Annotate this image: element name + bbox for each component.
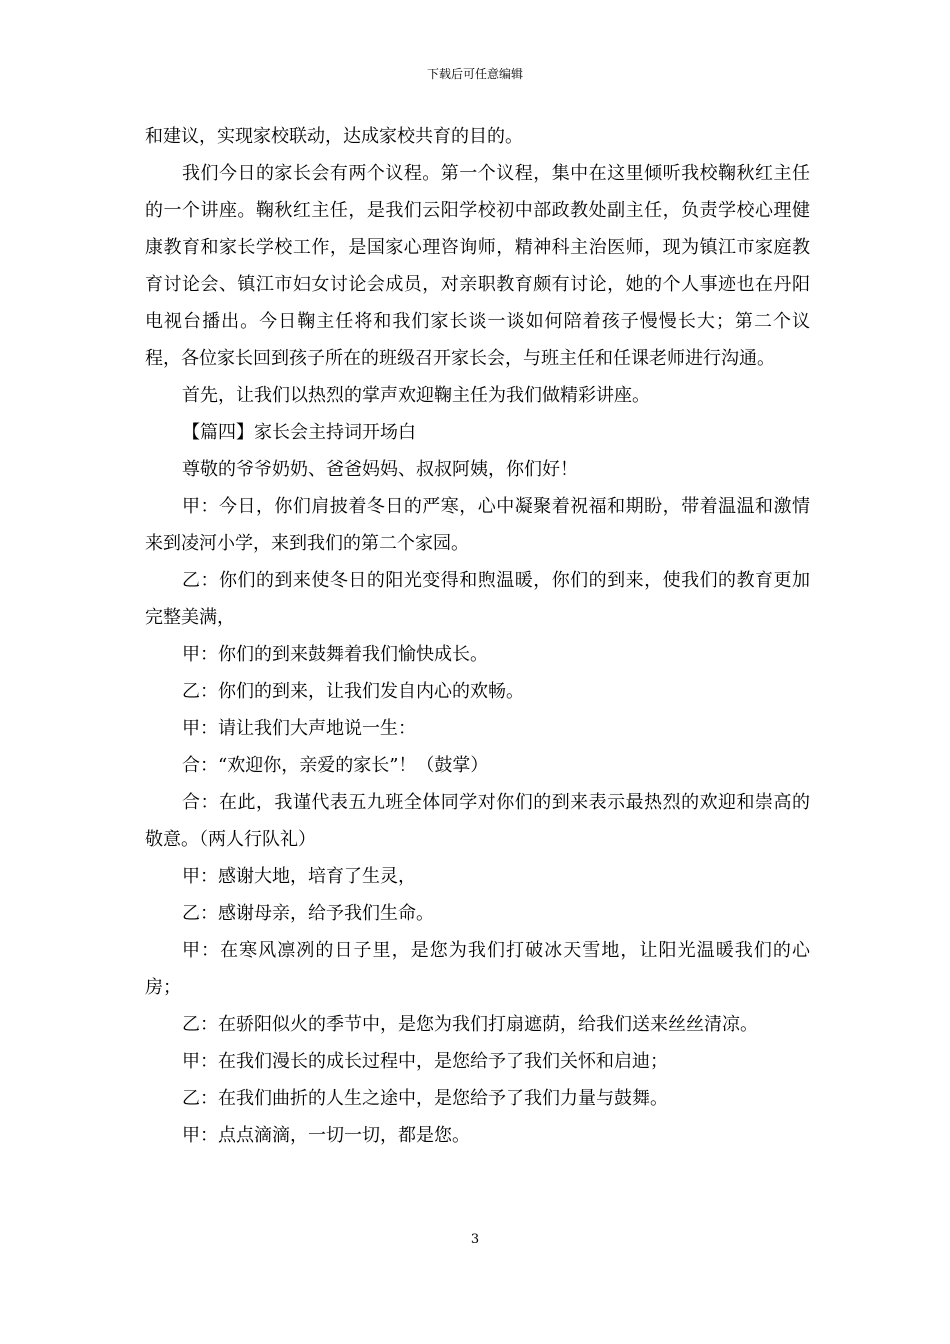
paragraph: 乙：感谢母亲，给予我们生命。 (182, 903, 434, 924)
paragraph: 甲：在寒风凛冽的日子里，是您为我们打破冰天雪地，让阳光温暖我们的心房； (145, 940, 810, 998)
document-body (145, 118, 810, 1154)
paragraph: 和建议，实现家校联动，达成家校共育的目的。 (145, 126, 523, 147)
paragraph: 乙：在骄阳似火的季节中，是您为我们打扇遮荫，给我们送来丝丝清凉。 (182, 1014, 758, 1035)
paragraph: 甲：在我们漫长的成长过程中，是您给予了我们关怀和启迪； (182, 1051, 668, 1072)
page-header: 下载后可任意编辑 (426, 67, 523, 81)
paragraph: 合：在此，我谨代表五九班全体同学对你们的到来表示最热烈的欢迎和崇高的敬意。（两人行队礼） (145, 792, 810, 850)
paragraph: 甲：今日，你们肩披着冬日的严寒，心中凝聚着祝福和期盼，带着温温和激情来到凌河小学，来到我们的第二个家园。 (145, 496, 810, 554)
section-heading: 【篇四】家长会主持词开场白 (182, 422, 416, 443)
paragraph: 乙：你们的到来使冬日的阳光变得和煦温暖，你们的到来，使我们的教育更加完整美满， (145, 570, 810, 628)
paragraph: 首先，让我们以热烈的掌声欢迎鞠主任为我们做精彩讲座。 (182, 385, 650, 406)
paragraph: 尊敬的爷爷奶奶、爸爸妈妈、叔叔阿姨，你们好！ (182, 459, 578, 480)
paragraph: 甲：点点滴滴，一切一切，都是您。 (182, 1125, 470, 1146)
paragraph: 甲：感谢大地，培育了生灵， (182, 866, 416, 887)
paragraph: 甲：你们的到来鼓舞着我们愉快成长。 (182, 644, 488, 665)
paragraph: 乙：你们的到来，让我们发自内心的欢畅。 (182, 681, 524, 702)
paragraph: 甲：请让我们大声地说一生： (182, 718, 416, 739)
paragraph: 合：“欢迎你，亲爱的家长”！（鼓掌） (182, 755, 489, 776)
paragraph: 乙：在我们曲折的人生之途中，是您给予了我们力量与鼓舞。 (182, 1088, 668, 1109)
paragraph: 我们今日的家长会有两个议程。第一个议程，集中在这里倾听我校鞠秋红主任的一个讲座。鞠秋红主任，是我们云阳学校初中部政教处副主任，负责学校心理健康教育和家长学校工作，是国家心理咨询师，精神科主治医师，现为镇江市家庭教育讨论会、镇江市妇女讨论会成员，对亲职教育颇有讨论，她的个人事迹也在丹阳电视台播出。今日鞠主任将和我们家长谈一谈如何陪着孩子慢慢长大；第二个议程，各位家长回到孩子所在的班级召开家长会，与班主任和任课老师进行沟通。 (145, 163, 810, 369)
page-number: 3 (470, 1232, 480, 1247)
